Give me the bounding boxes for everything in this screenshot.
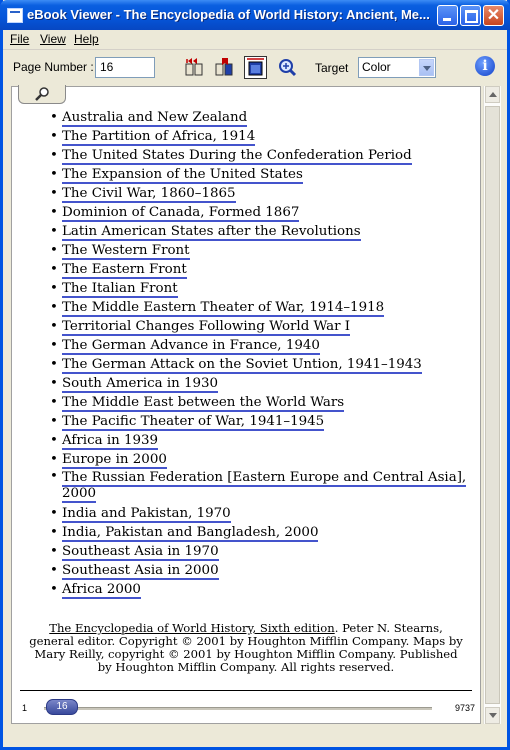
list-item[interactable]: [50, 146, 470, 165]
credits-text: . Peter N. Stearns, general editor. Copyright © 2001 by Houghton Mifflin Company. Maps by Mary Reilly, copyright © 2001 by Houghton Mifflin Company. Published by Houghton Mifflin Company. All rights reserved.: [29, 621, 463, 674]
page-number-label: Page Number :: [13, 60, 94, 74]
status-bar: [3, 728, 507, 747]
map-link[interactable]: The German Advance in France, 1940: [62, 338, 320, 353]
map-link[interactable]: South America in 1930: [62, 376, 219, 391]
map-link[interactable]: The Pacific Theater of War, 1941–1945: [62, 414, 325, 429]
zoom-button[interactable]: [276, 56, 299, 79]
close-icon: ✕: [486, 7, 501, 24]
map-list: [50, 108, 470, 599]
list-item[interactable]: [50, 165, 470, 184]
map-link[interactable]: The Civil War, 1860–1865: [62, 186, 236, 201]
bookmark-button[interactable]: [213, 56, 236, 79]
list-item[interactable]: [50, 203, 470, 222]
bookmark-icon: [213, 56, 236, 79]
map-link[interactable]: Australia and New Zealand: [62, 110, 248, 125]
scroll-up-arrow-icon[interactable]: [485, 86, 500, 103]
map-link[interactable]: The Partition of Africa, 1914: [62, 129, 256, 144]
divider: [20, 690, 472, 691]
target-select-value: Color: [362, 60, 391, 74]
search-tab[interactable]: [18, 85, 66, 104]
window-title: eBook Viewer - The Encyclopedia of World History: Ancient, Me...: [27, 7, 430, 22]
map-link[interactable]: Dominion of Canada, Formed 1867: [62, 205, 300, 220]
map-link[interactable]: The Expansion of the United States: [62, 167, 303, 182]
magnifier-icon: [19, 85, 65, 103]
page-slider-thumb[interactable]: 16: [46, 699, 78, 715]
target-label: Target: [315, 61, 349, 75]
list-item[interactable]: [50, 279, 470, 298]
list-item[interactable]: [50, 374, 470, 393]
list-item[interactable]: [50, 393, 470, 412]
list-item[interactable]: [50, 412, 470, 431]
map-link[interactable]: Southeast Asia in 2000: [62, 563, 219, 578]
list-item[interactable]: [50, 298, 470, 317]
list-item[interactable]: [50, 469, 470, 504]
slider-max-label: 9737: [455, 703, 476, 713]
map-link[interactable]: Africa in 1939: [62, 433, 159, 448]
slider-min-label: 1: [22, 703, 28, 713]
map-link[interactable]: The United States During the Confederation Period: [62, 148, 412, 163]
list-item[interactable]: [50, 317, 470, 336]
minimize-button[interactable]: [437, 5, 458, 26]
page-slider-track[interactable]: [44, 707, 432, 710]
toolbar: [3, 50, 507, 84]
scrollbar-thumb[interactable]: [485, 106, 500, 704]
map-link[interactable]: The Middle East between the World Wars: [62, 395, 345, 410]
menu-view[interactable]: [40, 32, 66, 46]
first-page-button[interactable]: [183, 56, 206, 79]
vertical-scrollbar[interactable]: [483, 86, 501, 724]
map-link[interactable]: India, Pakistan and Bangladesh, 2000: [62, 525, 319, 540]
list-item[interactable]: [50, 523, 470, 542]
list-item[interactable]: [50, 336, 470, 355]
maximize-icon: [465, 10, 478, 23]
scroll-down-arrow-icon[interactable]: [485, 707, 500, 724]
info-icon[interactable]: i: [475, 56, 495, 76]
zoom-icon: [276, 56, 299, 79]
copyright-notice: [26, 622, 466, 674]
fit-page-button[interactable]: [244, 56, 267, 79]
menu-file-label: File: [10, 32, 30, 46]
map-link[interactable]: The Russian Federation [Eastern Europe and Central Asia], 2000: [62, 470, 467, 501]
list-item[interactable]: [50, 108, 470, 127]
map-link[interactable]: The Middle Eastern Theater of War, 1914–1918: [62, 300, 385, 315]
menu-help[interactable]: [74, 32, 99, 46]
map-link[interactable]: Southeast Asia in 1970: [62, 544, 219, 559]
page-number-input[interactable]: 16: [95, 57, 155, 78]
chevron-down-icon[interactable]: [419, 59, 434, 76]
title-bar[interactable]: [0, 0, 510, 30]
map-link[interactable]: The Eastern Front: [62, 262, 187, 277]
app-icon: [7, 8, 23, 23]
map-link[interactable]: The German Attack on the Soviet Untion, 1941–1943: [62, 357, 422, 372]
map-link[interactable]: Territorial Changes Following World War I: [62, 319, 351, 334]
menu-help-label: Help: [74, 32, 99, 46]
menu-file[interactable]: [10, 32, 29, 46]
page-content: [11, 86, 481, 724]
map-link[interactable]: The Italian Front: [62, 281, 178, 296]
menu-view-label: View: [40, 32, 66, 46]
close-button[interactable]: [483, 5, 504, 26]
list-item[interactable]: [50, 184, 470, 203]
list-item[interactable]: [50, 260, 470, 279]
list-item[interactable]: [50, 222, 470, 241]
credits-title: The Encyclopedia of World History, Sixth edition: [49, 621, 335, 635]
list-item[interactable]: [50, 431, 470, 450]
list-item[interactable]: [50, 561, 470, 580]
list-item[interactable]: [50, 542, 470, 561]
map-link[interactable]: Latin American States after the Revolutions: [62, 224, 361, 239]
fit-page-icon: [245, 57, 266, 78]
list-item[interactable]: [50, 241, 470, 260]
map-link[interactable]: Europe in 2000: [62, 452, 167, 467]
minimize-icon: [443, 18, 451, 21]
list-item[interactable]: [50, 504, 470, 523]
map-link[interactable]: The Western Front: [62, 243, 190, 258]
list-item[interactable]: [50, 450, 470, 469]
target-select[interactable]: [358, 57, 436, 78]
list-item[interactable]: [50, 580, 470, 599]
menu-bar: [3, 30, 507, 50]
maximize-button[interactable]: [460, 5, 481, 26]
list-item[interactable]: [50, 127, 470, 146]
map-link[interactable]: Africa 2000: [62, 582, 141, 597]
first-page-icon: [183, 56, 206, 79]
list-item[interactable]: [50, 355, 470, 374]
map-link[interactable]: India and Pakistan, 1970: [62, 506, 231, 521]
